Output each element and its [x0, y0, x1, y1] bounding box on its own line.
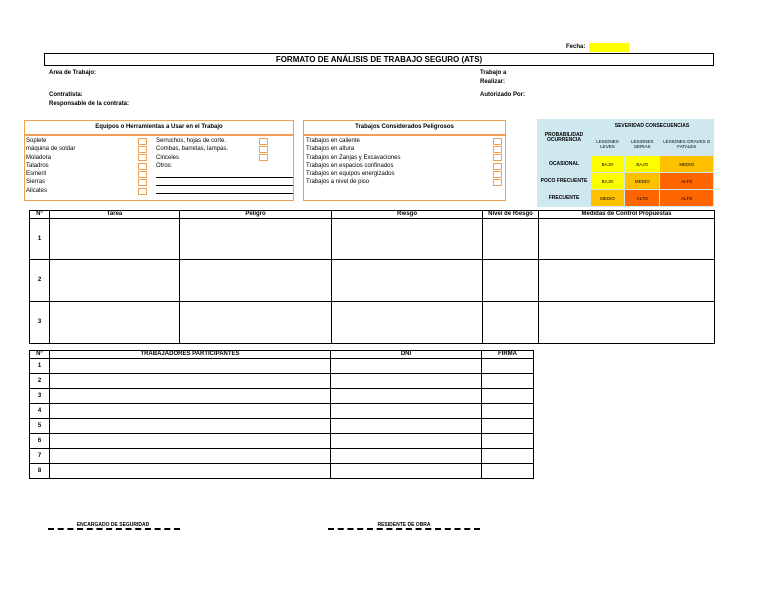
firma-cell[interactable]: [482, 434, 534, 449]
equipo-item: Taladros: [26, 162, 49, 169]
sev-col: LESIONES SERIAS: [625, 133, 660, 156]
dni-cell[interactable]: [331, 464, 482, 479]
equipo-item: Serruchos, hojas de corte.: [156, 138, 227, 144]
worker-cell[interactable]: [50, 374, 331, 389]
equipos-col1: [26, 138, 75, 196]
table-row: [30, 302, 715, 344]
peligro-cell[interactable]: [180, 260, 332, 302]
dni-cell[interactable]: [331, 419, 482, 434]
riesgo-cell[interactable]: [332, 302, 483, 344]
risk-table: [29, 210, 715, 344]
otros-line[interactable]: [156, 177, 294, 178]
responsable-label: Responsable de la contrata:: [49, 101, 130, 107]
nivel-cell[interactable]: [483, 302, 539, 344]
col-header: N°: [30, 211, 50, 219]
equipo-item: Otros:: [156, 162, 173, 169]
fecha-field[interactable]: [589, 43, 629, 52]
worker-cell[interactable]: [50, 404, 331, 419]
equipo-item: máquina de soldar: [26, 146, 76, 153]
row-number: 2: [30, 260, 50, 302]
col-header: Riesgo: [332, 211, 483, 219]
firma-cell[interactable]: [482, 359, 534, 374]
equipo-checkbox[interactable]: [138, 188, 147, 195]
risk-cell: BAJO: [625, 156, 660, 173]
trabajo-checkbox[interactable]: [493, 163, 502, 170]
trabajos-header: [303, 120, 506, 135]
equipos-header: [24, 120, 294, 135]
peligro-cell[interactable]: [180, 302, 332, 344]
trabajo-item: Trabajos en Zanjas y Excavaciones: [306, 154, 401, 161]
fecha-label: Fecha:: [566, 44, 586, 50]
signature-label-residente: RESIDENTE DE OBRA: [377, 522, 431, 528]
table-row: [30, 260, 715, 302]
trabajo-item: Trabajos en altura: [306, 146, 355, 153]
dni-cell[interactable]: [331, 404, 482, 419]
equipo-checkbox[interactable]: [259, 154, 268, 161]
table-row: [30, 449, 534, 464]
table-row: [30, 434, 534, 449]
risk-cell: ALTO: [660, 190, 714, 207]
table-row: [30, 374, 534, 389]
worker-cell[interactable]: [50, 434, 331, 449]
worker-cell[interactable]: [50, 464, 331, 479]
worker-cell[interactable]: [50, 449, 331, 464]
row-number: 2: [30, 374, 50, 389]
dni-cell[interactable]: [331, 449, 482, 464]
table-row: [30, 389, 534, 404]
signature-line-residente[interactable]: [328, 528, 480, 530]
risk-cell: ALTO: [660, 173, 714, 190]
sev-header: SEVERIDAD CONSECUENCIAS: [591, 120, 714, 133]
equipo-checkbox[interactable]: [138, 163, 147, 170]
equipo-item: Cinceles: [156, 154, 180, 161]
trabajo-checkbox[interactable]: [493, 171, 502, 178]
risk-cell: ALTO: [625, 190, 660, 207]
nivel-cell[interactable]: [483, 260, 539, 302]
area-label: Area de Trabajo:: [49, 70, 97, 76]
medidas-cell[interactable]: [539, 219, 715, 260]
medidas-cell[interactable]: [539, 260, 715, 302]
row-number: 8: [30, 464, 50, 479]
equipo-checkbox[interactable]: [259, 138, 268, 145]
risk-matrix: [537, 119, 714, 207]
firma-cell[interactable]: [482, 419, 534, 434]
otros-line[interactable]: [156, 193, 294, 194]
realizar-label: Realizar:: [480, 79, 506, 85]
prob-header: PROBABILIDAD OCURRENCIA: [538, 120, 591, 156]
col-header: DNI: [331, 351, 482, 359]
equipo-item: Sierras: [26, 179, 46, 186]
row-number: 3: [30, 302, 50, 344]
row-number: 1: [30, 219, 50, 260]
table-row: [30, 219, 715, 260]
page-title: FORMATO DE ANÁLISIS DE TRABAJO SEGURO (ATS): [275, 55, 483, 64]
signature-line-seguridad[interactable]: [48, 528, 180, 530]
dni-cell[interactable]: [331, 434, 482, 449]
title-box: [44, 53, 714, 66]
prob-row: FRECUENTE: [538, 190, 591, 207]
table-row: [30, 464, 534, 479]
equipos-col2: [156, 138, 228, 171]
trabajo-label: Trabajo a: [480, 70, 507, 76]
equipos-title: Equipos o Herramientas a Usar en el Trabajo: [95, 124, 223, 130]
worker-cell[interactable]: [50, 419, 331, 434]
autorizado-label: Autorizado Por:: [480, 92, 525, 98]
risk-cell: BAJO: [591, 173, 625, 190]
peligro-cell[interactable]: [180, 219, 332, 260]
trabajo-item: Trabajos a nivel de piso: [306, 179, 370, 186]
row-number: 7: [30, 449, 50, 464]
riesgo-cell[interactable]: [332, 260, 483, 302]
trabajo-item: Trabajos en espacios confinados: [306, 162, 394, 169]
dni-cell[interactable]: [331, 374, 482, 389]
trabajo-item: Trabajos en equipos energizados: [306, 171, 395, 178]
col-header: Tarea: [50, 211, 180, 219]
prob-row: POCO FRECUENTE: [538, 173, 591, 190]
table-row: [30, 359, 534, 374]
row-number: 5: [30, 419, 50, 434]
equipo-item: Combas, barretas, lampas.: [156, 146, 229, 153]
trabajos-panel: [303, 135, 506, 201]
sev-col: LESIONES GRAVES O FATALES: [660, 133, 714, 156]
table-row: [30, 419, 534, 434]
risk-cell: MEDIO: [591, 190, 625, 207]
col-header: Peligro: [180, 211, 332, 219]
row-number: 6: [30, 434, 50, 449]
contratista-label: Contratista:: [49, 92, 83, 98]
equipo-checkbox[interactable]: [138, 179, 147, 186]
firma-cell[interactable]: [482, 464, 534, 479]
table-row: [30, 404, 534, 419]
col-header: FIRMA: [482, 351, 534, 359]
firma-cell[interactable]: [482, 449, 534, 464]
firma-cell[interactable]: [482, 374, 534, 389]
equipo-item: Moladora: [26, 154, 52, 161]
equipo-checkbox[interactable]: [138, 138, 147, 145]
nivel-cell[interactable]: [483, 219, 539, 260]
equipo-item: Esmeril: [26, 171, 47, 178]
tarea-cell[interactable]: [50, 260, 180, 302]
equipo-checkbox[interactable]: [259, 146, 268, 153]
dni-cell[interactable]: [331, 389, 482, 404]
col-header: Medidas de Control Propuestas: [539, 211, 715, 219]
equipos-panel: [24, 135, 294, 201]
prob-row: OCASIONAL: [538, 156, 591, 173]
tarea-cell[interactable]: [50, 219, 180, 260]
trabajo-checkbox[interactable]: [493, 138, 502, 145]
col-header: N°: [30, 351, 50, 359]
col-header: TRABAJADORES PARTICIPANTES: [50, 351, 331, 359]
equipo-checkbox[interactable]: [138, 154, 147, 161]
worker-cell[interactable]: [50, 389, 331, 404]
trabajo-checkbox[interactable]: [493, 179, 502, 186]
trabajos-title: Trabajos Considerados Peligrosos: [355, 124, 454, 130]
firma-cell[interactable]: [482, 404, 534, 419]
tarea-cell[interactable]: [50, 302, 180, 344]
worker-cell[interactable]: [50, 359, 331, 374]
trabajo-checkbox[interactable]: [493, 146, 502, 153]
workers-table: [29, 350, 534, 479]
equipo-item: Soplete: [26, 138, 47, 144]
equipo-item: Alicates: [26, 187, 48, 194]
trabajo-item: Trabajos en caliente: [306, 138, 360, 144]
signature-label-seguridad: ENCARGADO DE SEGURIDAD: [76, 522, 150, 528]
risk-cell: MEDIO: [660, 156, 714, 173]
trabajo-checkbox[interactable]: [493, 154, 502, 161]
medidas-cell[interactable]: [539, 302, 715, 344]
col-header: Nivel de Riesgo: [483, 211, 539, 219]
trabajos-list: [306, 138, 401, 188]
dni-cell[interactable]: [331, 359, 482, 374]
equipo-checkbox[interactable]: [138, 171, 147, 178]
equipo-checkbox[interactable]: [138, 146, 147, 153]
firma-cell[interactable]: [482, 389, 534, 404]
riesgo-cell[interactable]: [332, 219, 483, 260]
otros-line[interactable]: [156, 185, 294, 186]
risk-cell: MEDIO: [625, 173, 660, 190]
sev-col: LESIONES LEVES: [591, 133, 625, 156]
row-number: 4: [30, 404, 50, 419]
row-number: 1: [30, 359, 50, 374]
risk-cell: BAJO: [591, 156, 625, 173]
row-number: 3: [30, 389, 50, 404]
